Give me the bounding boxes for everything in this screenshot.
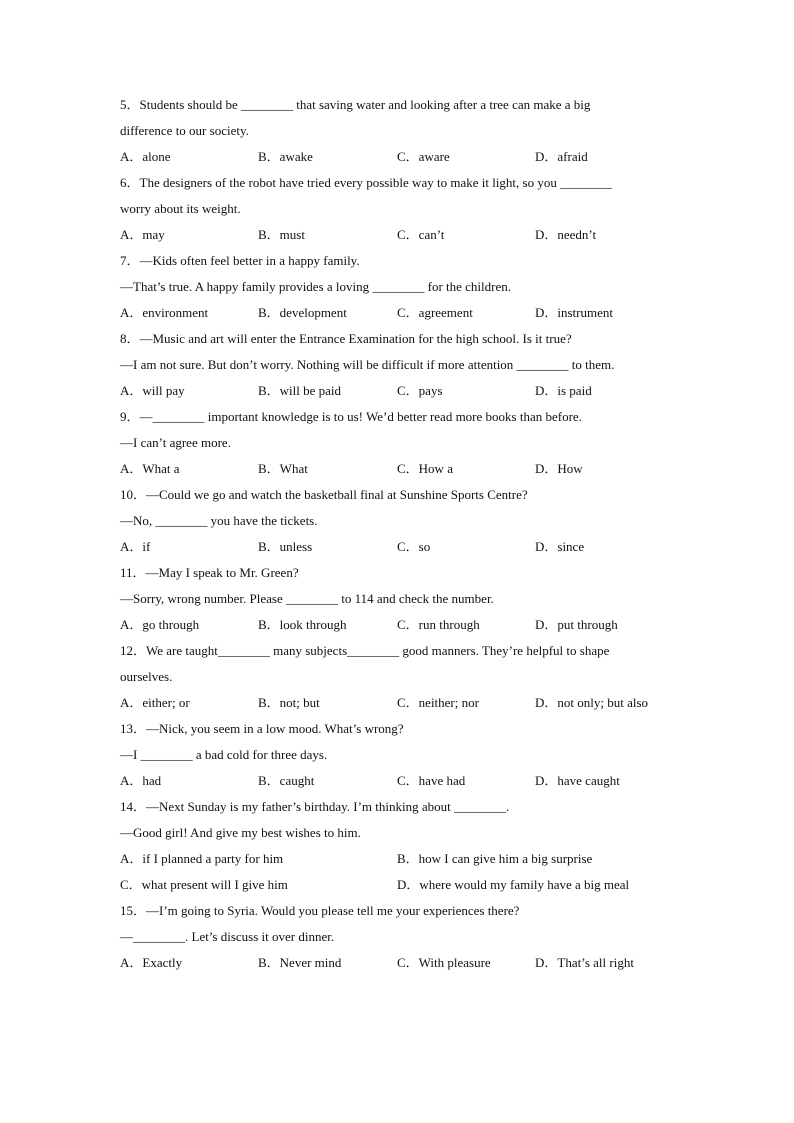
- option-a: A．environment: [120, 305, 209, 320]
- options-row: [120, 378, 680, 404]
- option-c: C．what present will I give him: [120, 877, 288, 892]
- option-c: C．agreement: [397, 305, 473, 320]
- option-b: B．look through: [258, 617, 347, 632]
- option-b: B．What: [258, 461, 308, 476]
- question-11: [120, 560, 680, 638]
- option-a: A．may: [120, 227, 165, 242]
- option-c: C．neither; nor: [397, 695, 479, 710]
- option-d: D．where would my family have a big meal: [397, 877, 630, 892]
- question-10: [120, 482, 680, 560]
- question-text: —Sorry, wrong number. Please ________ to 114 and check the number.: [120, 591, 494, 606]
- question-12: [120, 638, 680, 716]
- question-text: 11．—May I speak to Mr. Green?: [120, 565, 299, 580]
- question-8: [120, 326, 680, 404]
- question-text: 12．We are taught________ many subjects________ good manners. They’re helpful to shape: [120, 643, 610, 658]
- options-row: [120, 300, 680, 326]
- options-row: [120, 950, 680, 976]
- option-d: D．That’s all right: [535, 955, 634, 970]
- question-text: 7．—Kids often feel better in a happy family.: [120, 253, 360, 268]
- question-5: [120, 92, 680, 170]
- question-text: —No, ________ you have the tickets.: [120, 513, 318, 528]
- option-a: A．will pay: [120, 383, 185, 398]
- question-text: —I can’t agree more.: [120, 435, 231, 450]
- question-text: difference to our society.: [120, 123, 249, 138]
- options-row: [120, 456, 680, 482]
- option-d: D．afraid: [535, 149, 588, 164]
- option-a: A．either; or: [120, 695, 190, 710]
- question-14: [120, 794, 680, 898]
- option-b: B．caught: [258, 773, 315, 788]
- options-row: [120, 534, 680, 560]
- question-text: 15．—I’m going to Syria. Would you please tell me your experiences there?: [120, 903, 520, 918]
- option-a: A．alone: [120, 149, 171, 164]
- option-d: D．not only; but also: [535, 695, 649, 710]
- question-text: 10．—Could we go and watch the basketball final at Sunshine Sports Centre?: [120, 487, 528, 502]
- option-d: D．put through: [535, 617, 618, 632]
- option-c: C．aware: [397, 149, 450, 164]
- option-b: B．awake: [258, 149, 313, 164]
- option-b: B．unless: [258, 539, 313, 554]
- option-a: A．Exactly: [120, 955, 183, 970]
- question-text: worry about its weight.: [120, 201, 241, 216]
- question-text: 9．—________ important knowledge is to us! We’d better read more books than before.: [120, 409, 582, 424]
- option-c: C．run through: [397, 617, 480, 632]
- question-6: [120, 170, 680, 248]
- option-b: B．how I can give him a big surprise: [397, 851, 593, 866]
- question-15: [120, 898, 680, 976]
- question-text: —I am not sure. But don’t worry. Nothing will be difficult if more attention ________ to them.: [120, 357, 615, 372]
- question-text: —I ________ a bad cold for three days.: [120, 747, 328, 762]
- options-row: [120, 768, 680, 794]
- options-row: [120, 612, 680, 638]
- worksheet: [120, 92, 680, 976]
- option-a: A．had: [120, 773, 162, 788]
- question-text: 5．Students should be ________ that saving water and looking after a tree can make a big: [120, 97, 591, 112]
- question-text: 6．The designers of the robot have tried every possible way to make it light, so you ________: [120, 175, 613, 190]
- options-row: [120, 846, 680, 872]
- question-text: 14．—Next Sunday is my father’s birthday. I’m thinking about ________.: [120, 799, 510, 814]
- question-text: 13．—Nick, you seem in a low mood. What’s wrong?: [120, 721, 404, 736]
- question-text: —That’s true. A happy family provides a loving ________ for the children.: [120, 279, 512, 294]
- option-d: D．needn’t: [535, 227, 597, 242]
- question-9: [120, 404, 680, 482]
- question-7: [120, 248, 680, 326]
- options-row: [120, 872, 680, 898]
- option-a: A．if: [120, 539, 151, 554]
- option-a: A．go through: [120, 617, 200, 632]
- question-text: 8．—Music and art will enter the Entrance Examination for the high school. Is it true?: [120, 331, 572, 346]
- option-b: B．not; but: [258, 695, 320, 710]
- option-c: C．can’t: [397, 227, 445, 242]
- option-c: C．have had: [397, 773, 466, 788]
- question-text: —Good girl! And give my best wishes to him.: [120, 825, 361, 840]
- options-row: [120, 690, 680, 716]
- option-c: C．pays: [397, 383, 443, 398]
- options-row: [120, 222, 680, 248]
- option-d: D．instrument: [535, 305, 613, 320]
- option-c: C．so: [397, 539, 431, 554]
- question-text: ourselves.: [120, 669, 173, 684]
- option-d: D．is paid: [535, 383, 592, 398]
- option-b: B．development: [258, 305, 347, 320]
- option-d: D．have caught: [535, 773, 620, 788]
- option-b: B．Never mind: [258, 955, 342, 970]
- option-a: A．if I planned a party for him: [120, 851, 284, 866]
- options-row: [120, 144, 680, 170]
- option-c: C．With pleasure: [397, 955, 491, 970]
- option-d: D．since: [535, 539, 585, 554]
- question-text: —________. Let’s discuss it over dinner.: [120, 929, 335, 944]
- option-c: C．How a: [397, 461, 453, 476]
- option-b: B．will be paid: [258, 383, 342, 398]
- question-13: [120, 716, 680, 794]
- option-b: B．must: [258, 227, 305, 242]
- option-d: D．How: [535, 461, 583, 476]
- option-a: A．What a: [120, 461, 180, 476]
